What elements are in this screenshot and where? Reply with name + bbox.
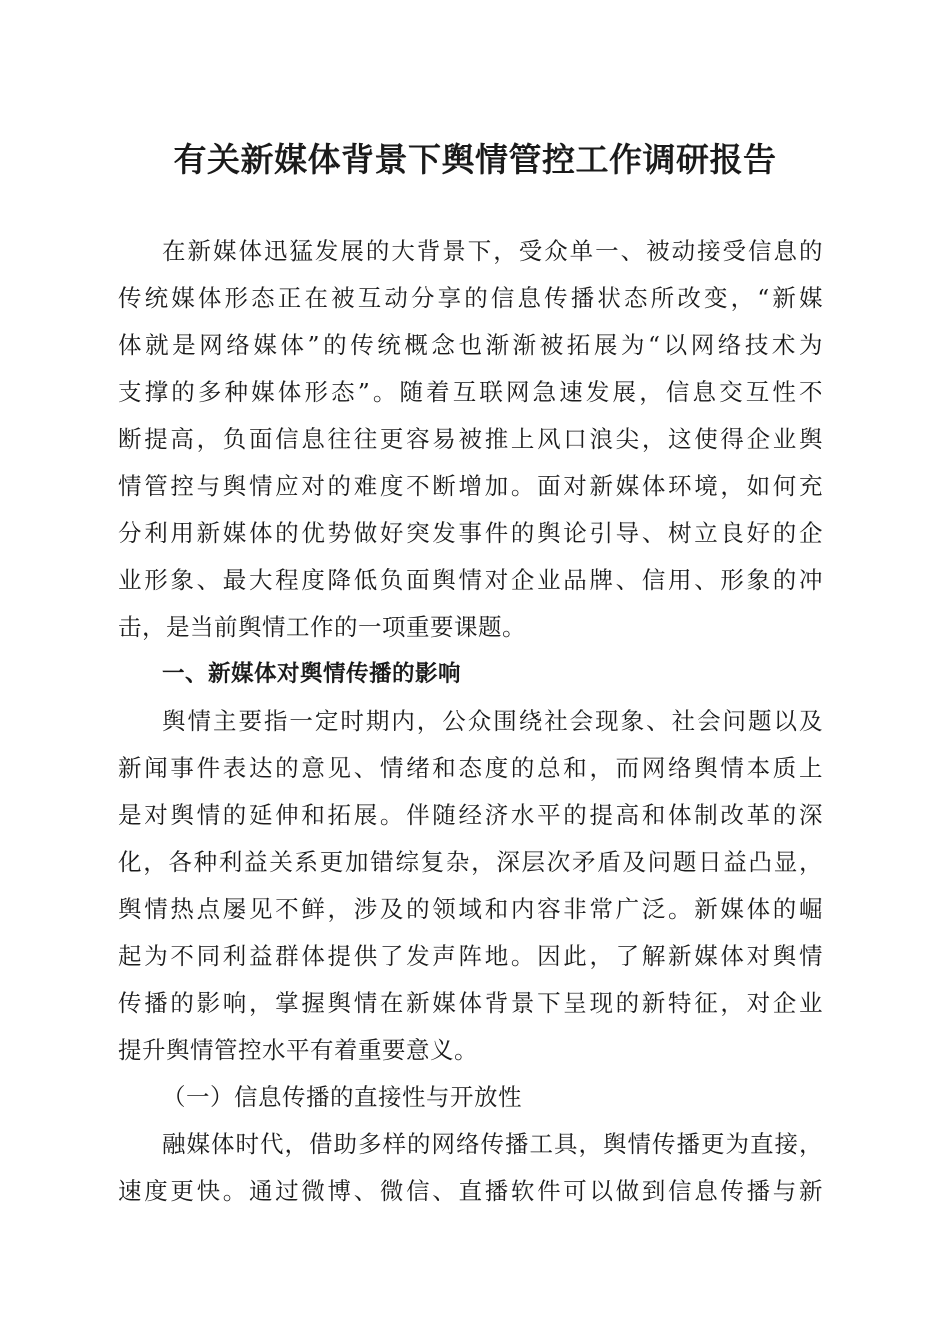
text-line: 是对舆情的延伸和拓展。伴随经济水平的提高和体制改革的深: [118, 801, 823, 829]
document-title: 有关新媒体背景下舆情管控工作调研报告: [173, 140, 777, 179]
text-line: 击，是当前舆情工作的一项重要课题。: [118, 613, 526, 641]
text-line: 传播的影响，掌握舆情在新媒体背景下呈现的新特征，对企业: [118, 989, 823, 1017]
paragraph-intro: [118, 228, 823, 651]
text-line: 情管控与舆情应对的难度不断增加。面对新媒体环境，如何充: [118, 472, 823, 500]
text-line: 业形象、最大程度降低负面舆情对企业品牌、信用、形象的冲: [118, 566, 823, 594]
text-line: 化，各种利益关系更加错综复杂，深层次矛盾及问题日益凸显，: [118, 848, 823, 876]
text-line: 传统媒体形态正在被互动分享的信息传播状态所改变，“新媒: [118, 284, 823, 312]
paragraph-subsection1: [118, 1121, 823, 1215]
document-body: [118, 228, 823, 1215]
section-heading-1: 一、新媒体对舆情传播的影响: [162, 661, 462, 687]
text-line: 提升舆情管控水平有着重要意义。: [118, 1036, 478, 1064]
text-line: 起为不同利益群体提供了发声阵地。因此，了解新媒体对舆情: [118, 942, 823, 970]
text-line: 支撑的多种媒体形态”。随着互联网急速发展，信息交互性不: [118, 378, 823, 406]
paragraph-section1: [118, 698, 823, 1074]
text-line: 舆情主要指一定时期内，公众围绕社会现象、社会问题以及: [162, 707, 823, 735]
text-line: 断提高，负面信息往往更容易被推上风口浪尖，这使得企业舆: [118, 425, 823, 453]
text-line: 分利用新媒体的优势做好突发事件的舆论引导、树立良好的企: [118, 519, 823, 547]
text-line: 舆情热点屡见不鲜，涉及的领域和内容非常广泛。新媒体的崛: [118, 895, 823, 923]
text-line: 体就是网络媒体”的传统概念也渐渐被拓展为“以网络技术为: [118, 331, 823, 359]
text-line: 速度更快。通过微博、微信、直播软件可以做到信息传播与新: [118, 1177, 823, 1205]
text-line: 新闻事件表达的意见、情绪和态度的总和，而网络舆情本质上: [118, 754, 823, 782]
subsection-heading-1: （一）信息传播的直接性与开放性: [162, 1083, 522, 1111]
text-line: 在新媒体迅猛发展的大背景下，受众单一、被动接受信息的: [162, 237, 823, 265]
text-line: 融媒体时代，借助多样的网络传播工具，舆情传播更为直接，: [162, 1130, 823, 1158]
